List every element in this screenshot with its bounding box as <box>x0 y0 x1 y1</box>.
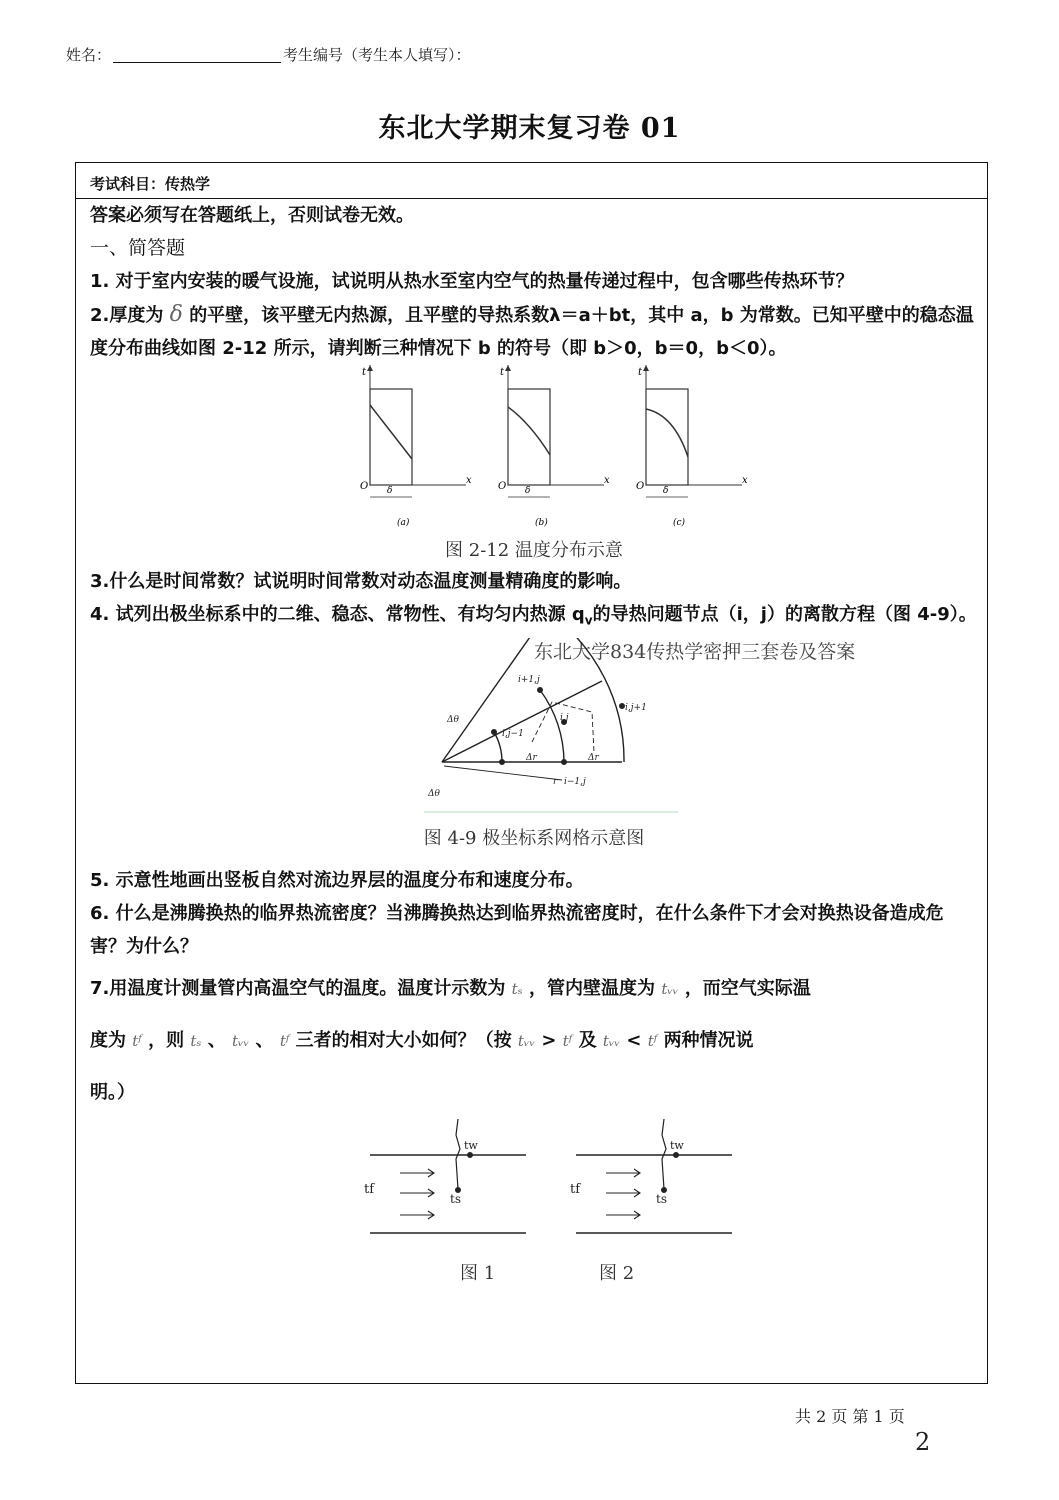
tw-symbol: tᵥᵥ <box>661 979 679 998</box>
tw-symbol-3: tᵥᵥ <box>517 1031 536 1050</box>
question-5: 5. 示意性地画出竖板自然对流边界层的温度分布和速度分布。 <box>90 869 584 891</box>
tf-symbol-2: tᶠ <box>279 1031 290 1050</box>
q7-line2-b: ，则 <box>148 1029 185 1051</box>
figure-2-12 <box>90 365 978 565</box>
q2-text-b: 的平壁，该平壁无内热源，且平壁的导热系数λ＝a＋bt，其中 a，b 为常数。已知平壁中的稳态温度分布曲线如图 2-12 所示，请判断三种情况下 b 的符号（即 b＞0，b＝0，b＜0）。 <box>90 305 974 359</box>
panel-c <box>636 365 748 528</box>
subject-row <box>76 163 987 199</box>
exam-box <box>75 162 988 1384</box>
delta-b: δ <box>525 486 531 496</box>
figure-2 <box>570 1119 732 1233</box>
origin-b: O <box>498 481 507 492</box>
q4-subscript: v <box>584 613 593 628</box>
question-4 <box>90 598 978 638</box>
page-footer: 共 2 页 第 1 页 <box>795 1407 905 1426</box>
q4-text-a: 4. 试列出极坐标系中的二维、稳态、常物性、有均匀内热源 q <box>90 604 585 625</box>
figure-1-caption: 图 1 <box>460 1262 496 1284</box>
q7-line1-c: ，而空气实际温 <box>684 977 811 999</box>
question-2 <box>90 298 978 365</box>
question-6: 6. 什么是沸腾换热的临界热流密度？当沸腾换热达到临界热流密度时，在什么条件下才会对换热设备造成危害？为什么？ <box>90 902 944 957</box>
page-number: 2 <box>915 1428 931 1456</box>
q7-lt: < <box>626 1029 642 1051</box>
section-heading: 一、简答题 <box>90 237 186 259</box>
tw-symbol-2: tᵥᵥ <box>232 1031 250 1050</box>
question-3: 3.什么是时间常数？试说明时间常数对动态温度测量精确度的影响。 <box>90 571 632 592</box>
label-top: i+1,j <box>518 674 540 685</box>
q7-line1-a: 7.用温度计测量管内高温空气的温度。温度计示数为 <box>90 977 506 999</box>
figure-1 <box>364 1119 526 1233</box>
tf-symbol-3: tᶠ <box>562 1031 573 1050</box>
notice: 答案必须写在答题纸上，否则试卷无效。 <box>90 205 414 226</box>
panel-b <box>498 365 610 528</box>
origin-c: O <box>636 481 645 492</box>
panel-a <box>360 365 472 528</box>
header-line <box>66 44 471 65</box>
label-dtheta-bottom: Δθ <box>428 788 440 799</box>
axis-t-a: t <box>362 367 367 378</box>
figure-4-9-caption: 图 4-9 极坐标系网格示意图 <box>423 827 645 849</box>
q7-line2-f: 两种情况说 <box>663 1029 754 1051</box>
label-dr-2: Δr <box>588 752 599 763</box>
figure-1-2 <box>90 1119 978 1299</box>
ts-symbol: tₛ <box>511 979 523 998</box>
origin-a: O <box>360 481 369 492</box>
fig2-ts: ts <box>656 1191 667 1206</box>
q7-line2-a: 度为 <box>90 1029 126 1051</box>
question-7 <box>90 963 978 1119</box>
fig1-ts: ts <box>450 1191 461 1206</box>
fig1-tf: tf <box>364 1181 375 1197</box>
delta-a: δ <box>387 486 393 496</box>
figure-4-9 <box>90 638 978 864</box>
figure-2-caption: 图 2 <box>599 1262 635 1284</box>
q7-line3: 明。） <box>90 1081 135 1103</box>
tf-symbol: tᶠ <box>132 1031 142 1050</box>
figure-2-12-caption: 图 2-12 温度分布示意 <box>445 540 623 561</box>
label-bottom: i−1,j <box>564 776 586 787</box>
subject-label: 考试科目：传热学 <box>90 175 211 193</box>
question-1: 1. 对于室内安装的暖气设施，试说明从热水至室内空气的热量传递过程中，包含哪些传热环节？ <box>90 271 854 292</box>
fig1-tw: tw <box>464 1138 478 1152</box>
delta-symbol: δ <box>169 302 183 327</box>
panel-c-label: (c) <box>673 518 686 528</box>
q7-and: 及 <box>578 1029 597 1051</box>
panel-a-label: (a) <box>397 518 410 528</box>
watermark: 东北大学834传热学密押三套卷及答案 <box>534 640 856 663</box>
fig2-tw: tw <box>670 1138 684 1152</box>
q7-sep-2: 、 <box>255 1029 274 1051</box>
label-left: i,j−1 <box>502 728 524 739</box>
id-label: 考生编号（考生本人填写）： <box>283 46 471 64</box>
label-dr-1: Δr <box>526 752 537 763</box>
axis-x-b: x <box>604 475 610 486</box>
q2-text-a: 2.厚度为 <box>90 305 164 326</box>
tw-symbol-4: tᵥᵥ <box>602 1031 621 1050</box>
delta-c: δ <box>663 486 669 496</box>
q7-line1-b: ，管内壁温度为 <box>529 977 656 999</box>
label-right: i,j+1 <box>625 702 647 713</box>
label-dtheta: Δθ <box>447 714 459 725</box>
tf-symbol-4: tᶠ <box>647 1031 658 1050</box>
name-label: 姓名： <box>66 46 112 64</box>
exam-content <box>90 199 978 1299</box>
name-blank <box>113 48 281 63</box>
ts-symbol-2: tₛ <box>190 1031 202 1050</box>
q7-line2-e: 三者的相对大小如何？（按 <box>295 1029 512 1051</box>
axis-t-b: t <box>500 367 505 378</box>
axis-x-a: x <box>466 475 472 486</box>
q7-gt: > <box>541 1029 557 1051</box>
fig2-tf: tf <box>570 1181 581 1197</box>
panel-b-label: (b) <box>535 518 548 528</box>
label-center: i,j <box>560 712 569 723</box>
exam-title: 东北大学期末复习卷 01 <box>378 113 681 144</box>
label-r: r <box>553 776 558 787</box>
axis-x-c: x <box>742 475 748 486</box>
axis-t-c: t <box>638 367 643 378</box>
q4-text-b: 的导热问题节点（i，j）的离散方程（图 4-9）。 <box>592 604 977 625</box>
q7-sep-1: 、 <box>207 1029 226 1051</box>
